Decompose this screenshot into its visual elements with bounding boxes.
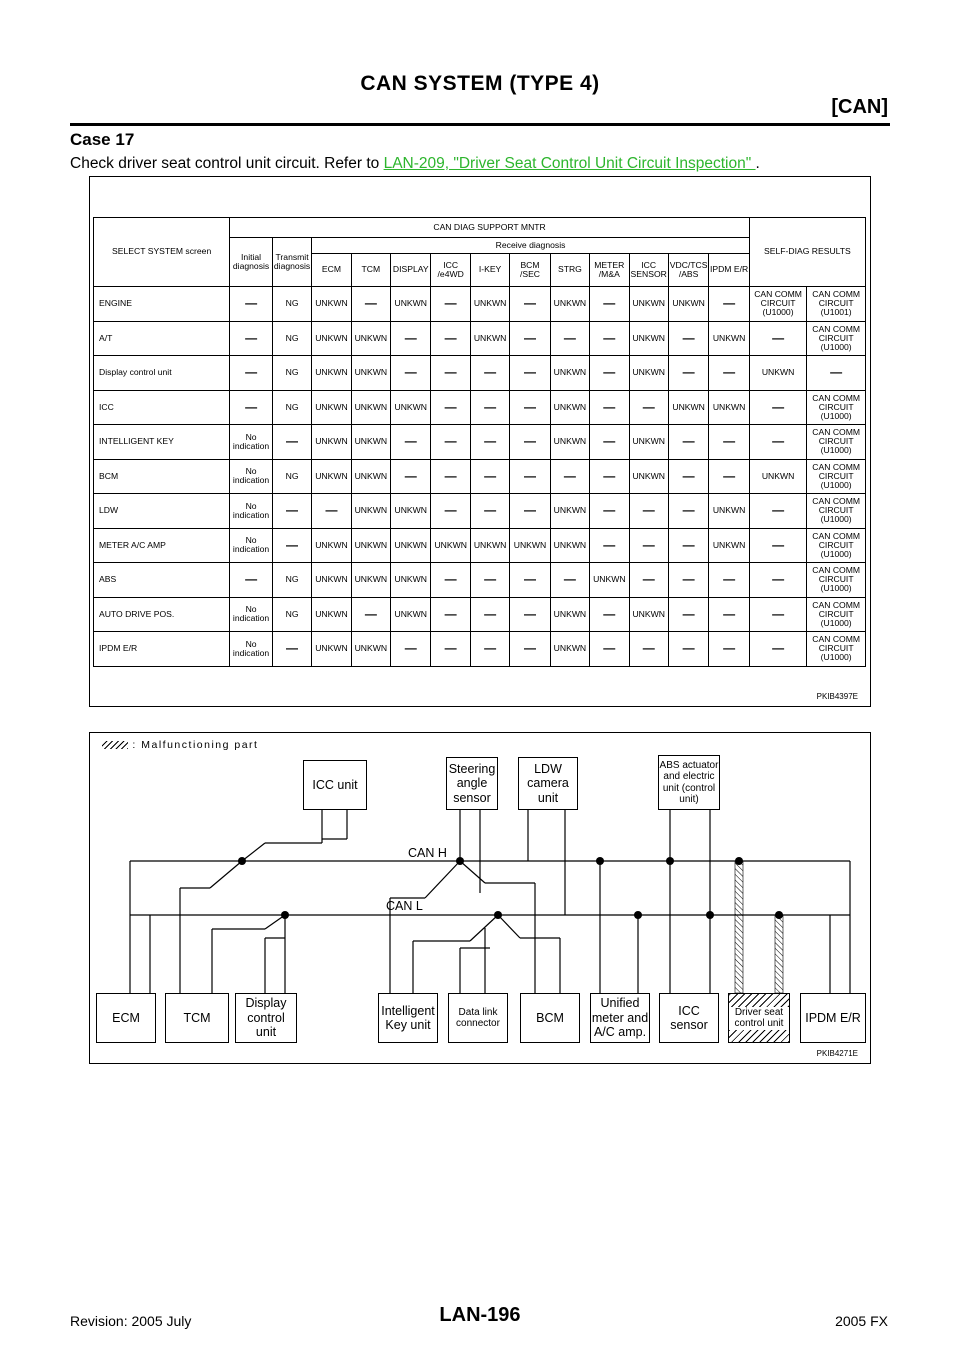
table-cell: UNKWN <box>470 321 509 356</box>
intro-text: Check driver seat control unit circuit. Refer to <box>70 155 384 172</box>
inspection-link[interactable]: LAN-209, "Driver Seat Control Unit Circuit Inspection" <box>383 155 756 172</box>
table-cell: UNKWN <box>312 425 351 460</box>
table-cell: UNKWN <box>351 632 390 667</box>
table-cell: NG <box>272 321 311 356</box>
ldw-camera-box: LDW camera unit <box>518 757 578 810</box>
table-cell: — <box>470 632 509 667</box>
table-cell: — <box>431 494 470 529</box>
table-cell: — <box>629 632 668 667</box>
table-row <box>94 563 866 598</box>
table-cell: CAN COMM CIRCUIT (U1001) <box>807 287 866 322</box>
table-cell: — <box>749 597 806 632</box>
table-cell: — <box>431 356 470 391</box>
table-cell: — <box>510 356 550 391</box>
table-cell: — <box>668 321 708 356</box>
table-cell: — <box>391 356 431 391</box>
diag-table-body <box>94 287 866 667</box>
table-cell: CAN COMM CIRCUIT (U1000) <box>807 390 866 425</box>
table-cell: — <box>749 528 806 563</box>
table-cell: UNKWN <box>550 425 589 460</box>
malfunction-legend <box>102 739 258 751</box>
table-cell: CAN COMM CIRCUIT (U1000) <box>807 425 866 460</box>
table-cell: — <box>230 321 273 356</box>
receive-column-header: I-KEY <box>470 254 509 287</box>
receive-column-header: IPDM E/R <box>709 254 749 287</box>
table-cell: — <box>629 390 668 425</box>
receive-column-header: ICC /e4WD <box>431 254 470 287</box>
table-cell: — <box>807 356 866 391</box>
table-cell: — <box>749 632 806 667</box>
table-cell: — <box>590 287 629 322</box>
table-cell: — <box>709 459 749 494</box>
table-cell: UNKWN <box>749 459 806 494</box>
table-cell: — <box>431 390 470 425</box>
table-cell: — <box>668 494 708 529</box>
table-cell: UNKWN <box>550 597 589 632</box>
table-cell: — <box>431 597 470 632</box>
legend-text: : Malfunctioning part <box>132 739 259 751</box>
table-row <box>94 597 866 632</box>
table-cell: — <box>391 321 431 356</box>
system-name-cell: Display control unit <box>94 356 230 391</box>
table-cell: — <box>391 632 431 667</box>
table-cell: — <box>510 321 550 356</box>
table-cell: — <box>431 632 470 667</box>
table-cell: NG <box>272 390 311 425</box>
header-rule <box>70 123 890 126</box>
table-cell: — <box>709 356 749 391</box>
system-name-cell: ICC <box>94 390 230 425</box>
table-cell: — <box>510 425 550 460</box>
receive-column-header: ICC SENSOR <box>629 254 668 287</box>
footer-revision: Revision: 2005 July <box>70 1313 192 1329</box>
table-cell: UNKWN <box>312 321 351 356</box>
header-select-system: SELECT SYSTEM screen <box>94 218 230 287</box>
table-cell: CAN COMM CIRCUIT (U1000) <box>807 528 866 563</box>
can-l-label: CAN L <box>386 899 423 913</box>
table-cell: UNKWN <box>668 287 708 322</box>
figure-code: PKIB4397E <box>816 692 858 701</box>
table-cell: — <box>272 425 311 460</box>
steering-angle-sensor-box: Steering angle sensor <box>446 757 498 810</box>
table-cell: UNKWN <box>629 287 668 322</box>
table-cell: — <box>590 425 629 460</box>
table-cell: UNKWN <box>312 459 351 494</box>
table-cell: — <box>272 632 311 667</box>
table-cell: — <box>749 563 806 598</box>
receive-column-header: TCM <box>351 254 390 287</box>
table-cell: UNKWN <box>391 494 431 529</box>
system-name-cell: METER A/C AMP <box>94 528 230 563</box>
table-cell: UNKWN <box>550 287 589 322</box>
footer-page-number: LAN-196 <box>439 1304 521 1326</box>
table-cell: CAN COMM CIRCUIT (U1000) <box>807 563 866 598</box>
case-title: Case 17 <box>70 130 135 149</box>
table-cell: — <box>629 563 668 598</box>
can-diag-table <box>93 217 866 667</box>
data-link-connector-box: Data link connector <box>448 993 508 1043</box>
table-cell: UNKWN <box>312 597 351 632</box>
table-cell: — <box>470 597 509 632</box>
table-cell: NG <box>272 287 311 322</box>
table-cell: UNKWN <box>550 528 589 563</box>
table-cell: — <box>668 563 708 598</box>
table-cell: UNKWN <box>351 528 390 563</box>
table-cell: UNKWN <box>709 528 749 563</box>
table-cell: — <box>351 597 390 632</box>
table-cell: UNKWN <box>351 321 390 356</box>
table-cell: UNKWN <box>391 287 431 322</box>
tcm-box: TCM <box>165 993 229 1043</box>
table-cell: UNKWN <box>749 356 806 391</box>
driver-seat-control-unit-box <box>728 993 790 1043</box>
table-cell: — <box>470 425 509 460</box>
table-cell: CAN COMM CIRCUIT (U1000) <box>807 494 866 529</box>
junction-dots <box>238 857 783 919</box>
icc-sensor-box: ICC sensor <box>659 993 719 1043</box>
table-cell: CAN COMM CIRCUIT (U1000) <box>807 597 866 632</box>
system-name-cell: ENGINE <box>94 287 230 322</box>
table-cell: UNKWN <box>391 390 431 425</box>
table-cell: No indication <box>230 632 273 667</box>
table-cell: — <box>590 597 629 632</box>
malfunction-wires <box>735 861 783 993</box>
table-cell: — <box>590 494 629 529</box>
table-row <box>94 390 866 425</box>
table-row <box>94 321 866 356</box>
table-cell: No indication <box>230 597 273 632</box>
table-cell: — <box>590 528 629 563</box>
table-cell: — <box>230 287 273 322</box>
table-cell: — <box>510 632 550 667</box>
table-cell: — <box>510 597 550 632</box>
table-cell: UNKWN <box>550 356 589 391</box>
receive-column-header: STRG <box>550 254 589 287</box>
table-cell: — <box>431 459 470 494</box>
table-cell: — <box>709 425 749 460</box>
table-cell: NG <box>272 459 311 494</box>
can-circuit-diagram <box>89 732 871 1064</box>
table-cell: — <box>470 494 509 529</box>
header-can-diag-support: CAN DIAG SUPPORT MNTR <box>230 218 750 238</box>
system-name-cell: BCM <box>94 459 230 494</box>
table-cell: — <box>550 563 589 598</box>
system-name-cell: IPDM E/R <box>94 632 230 667</box>
table-cell: — <box>668 597 708 632</box>
table-cell: — <box>510 494 550 529</box>
table-cell: — <box>470 390 509 425</box>
ecm-box: ECM <box>96 993 156 1043</box>
table-cell: CAN COMM CIRCUIT (U1000) <box>807 321 866 356</box>
table-cell: — <box>550 459 589 494</box>
driver-seat-label: Driver seat control unit <box>729 1007 789 1030</box>
table-cell: UNKWN <box>629 597 668 632</box>
table-cell: CAN COMM CIRCUIT (U1000) <box>807 459 866 494</box>
table-cell: UNKWN <box>629 459 668 494</box>
table-cell: UNKWN <box>312 632 351 667</box>
table-cell: UNKWN <box>312 356 351 391</box>
table-cell: UNKWN <box>312 563 351 598</box>
table-cell: — <box>749 425 806 460</box>
table-cell: — <box>590 459 629 494</box>
table-cell: NG <box>272 356 311 391</box>
receive-column-header: ECM <box>312 254 351 287</box>
table-row <box>94 528 866 563</box>
table-cell: UNKWN <box>629 425 668 460</box>
table-cell: — <box>470 356 509 391</box>
table-cell: — <box>668 425 708 460</box>
header-transmit-diagnosis: Transmit diagnosis <box>272 238 311 287</box>
table-cell: UNKWN <box>351 390 390 425</box>
table-cell: — <box>668 356 708 391</box>
hatch-pattern-icon <box>102 741 128 749</box>
table-cell: UNKWN <box>351 563 390 598</box>
page-title: CAN SYSTEM (TYPE 4) <box>360 72 600 95</box>
section-tag: [CAN] <box>831 96 888 118</box>
receive-column-header: BCM /SEC <box>510 254 550 287</box>
table-cell: UNKWN <box>550 632 589 667</box>
table-cell: UNKWN <box>629 321 668 356</box>
table-cell: — <box>230 563 273 598</box>
table-cell: — <box>391 459 431 494</box>
can-diag-table-figure <box>89 176 871 707</box>
table-cell: — <box>272 494 311 529</box>
table-row <box>94 494 866 529</box>
table-cell: — <box>550 321 589 356</box>
table-cell: — <box>709 287 749 322</box>
table-cell: UNKWN <box>312 528 351 563</box>
table-cell: — <box>230 390 273 425</box>
table-cell: — <box>749 321 806 356</box>
table-cell: UNKWN <box>510 528 550 563</box>
intro-paragraph <box>70 155 760 173</box>
table-row <box>94 425 866 460</box>
table-cell: — <box>749 390 806 425</box>
icc-unit-box: ICC unit <box>303 760 367 810</box>
table-cell: — <box>312 494 351 529</box>
bcm-box: BCM <box>520 993 580 1043</box>
receive-column-header: VDC/TCS /ABS <box>668 254 708 287</box>
table-cell: — <box>749 494 806 529</box>
table-cell: — <box>510 459 550 494</box>
table-cell: NG <box>272 563 311 598</box>
table-cell: UNKWN <box>391 528 431 563</box>
header-initial-diagnosis: Initial diagnosis <box>230 238 273 287</box>
table-cell: UNKWN <box>391 563 431 598</box>
system-name-cell: AUTO DRIVE POS. <box>94 597 230 632</box>
table-cell: No indication <box>230 528 273 563</box>
table-cell: — <box>431 425 470 460</box>
table-cell: CAN COMM CIRCUIT (U1000) <box>807 632 866 667</box>
table-cell: UNKWN <box>709 321 749 356</box>
table-cell: UNKWN <box>351 494 390 529</box>
table-cell: — <box>590 390 629 425</box>
table-cell: UNKWN <box>312 390 351 425</box>
can-h-label: CAN H <box>408 846 447 860</box>
table-row <box>94 356 866 391</box>
table-cell: — <box>709 563 749 598</box>
table-cell: — <box>510 287 550 322</box>
table-cell: UNKWN <box>351 459 390 494</box>
table-cell: — <box>590 356 629 391</box>
table-cell: — <box>351 287 390 322</box>
table-cell: UNKWN <box>668 390 708 425</box>
table-cell: — <box>230 356 273 391</box>
system-name-cell: INTELLIGENT KEY <box>94 425 230 460</box>
table-cell: No indication <box>230 425 273 460</box>
table-cell: No indication <box>230 459 273 494</box>
receive-column-header: METER /M&A <box>590 254 629 287</box>
table-cell: — <box>470 563 509 598</box>
table-cell: — <box>590 632 629 667</box>
table-cell: — <box>510 563 550 598</box>
table-row <box>94 287 866 322</box>
table-cell: UNKWN <box>431 528 470 563</box>
display-control-unit-box: Display control unit <box>235 993 297 1043</box>
intro-end: . <box>755 155 760 172</box>
table-cell: — <box>668 459 708 494</box>
header-receive-diagnosis: Receive diagnosis <box>312 238 750 254</box>
table-cell: UNKWN <box>351 425 390 460</box>
abs-unit-box: ABS actuator and electric unit (control unit) <box>658 755 720 810</box>
table-cell: — <box>629 494 668 529</box>
table-cell: — <box>431 287 470 322</box>
table-cell: UNKWN <box>709 494 749 529</box>
table-row <box>94 632 866 667</box>
table-cell: — <box>470 459 509 494</box>
table-cell: UNKWN <box>550 494 589 529</box>
table-cell: UNKWN <box>470 528 509 563</box>
table-cell: UNKWN <box>709 390 749 425</box>
table-cell: No indication <box>230 494 273 529</box>
ipdm-er-box: IPDM E/R <box>800 993 866 1043</box>
footer-model: 2005 FX <box>835 1313 888 1329</box>
system-name-cell: LDW <box>94 494 230 529</box>
header-self-diag-results: SELF-DIAG RESULTS <box>749 218 865 287</box>
table-cell: UNKWN <box>550 390 589 425</box>
table-cell: — <box>431 321 470 356</box>
table-cell: UNKWN <box>351 356 390 391</box>
table-cell: NG <box>272 597 311 632</box>
table-cell: — <box>668 632 708 667</box>
table-cell: — <box>510 390 550 425</box>
table-cell: — <box>709 597 749 632</box>
table-cell: — <box>629 528 668 563</box>
table-cell: — <box>709 632 749 667</box>
table-cell: — <box>431 563 470 598</box>
table-cell: CAN COMM CIRCUIT (U1000) <box>749 287 806 322</box>
receive-column-header: DISPLAY <box>391 254 431 287</box>
figure-code: PKIB4271E <box>816 1049 858 1058</box>
table-cell: UNKWN <box>391 597 431 632</box>
table-cell: UNKWN <box>629 356 668 391</box>
table-cell: UNKWN <box>590 563 629 598</box>
table-cell: — <box>272 528 311 563</box>
table-cell: UNKWN <box>312 287 351 322</box>
table-row <box>94 459 866 494</box>
unified-meter-box: Unified meter and A/C amp. <box>590 993 650 1043</box>
system-name-cell: A/T <box>94 321 230 356</box>
table-cell: — <box>668 528 708 563</box>
system-name-cell: ABS <box>94 563 230 598</box>
table-cell: — <box>590 321 629 356</box>
table-cell: — <box>391 425 431 460</box>
intelligent-key-box: Intelligent Key unit <box>378 993 438 1043</box>
table-cell: UNKWN <box>470 287 509 322</box>
